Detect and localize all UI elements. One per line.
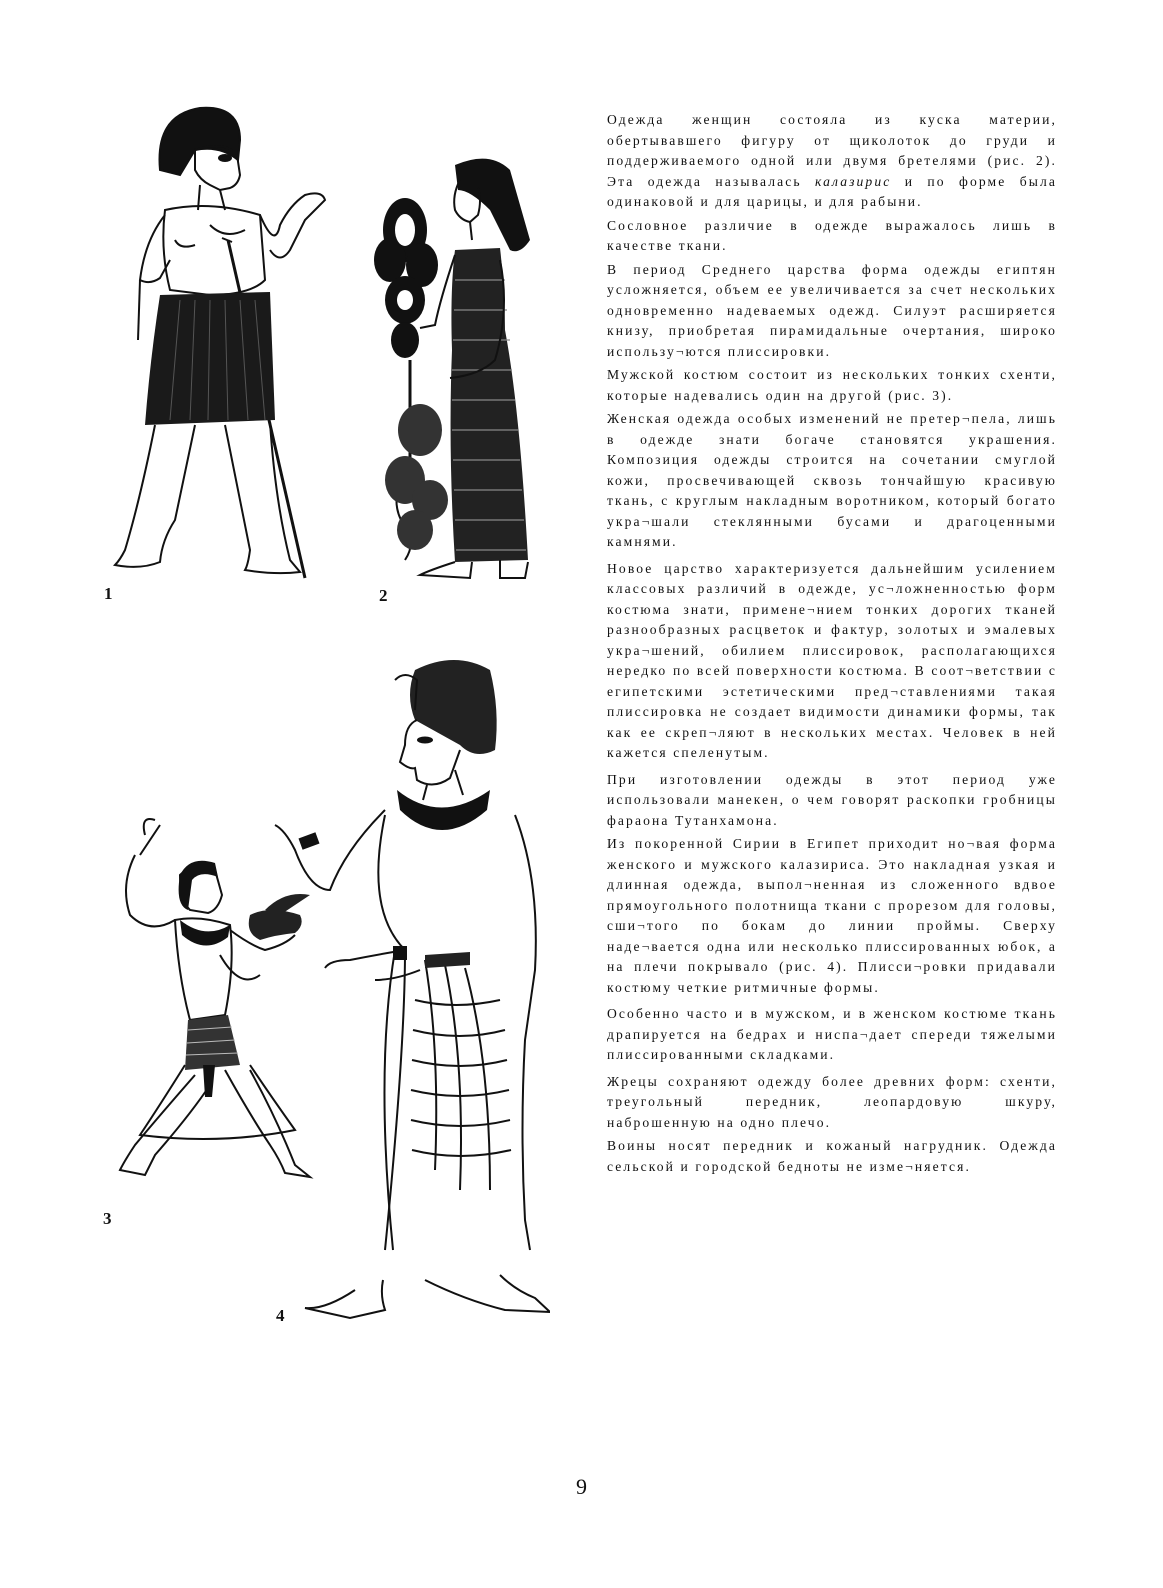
page-number: 9	[576, 1474, 587, 1499]
text-column	[607, 110, 1057, 1180]
paragraph-middle-kingdom: В период Среднего царства форма одежды египтян усложняется, объем ее увеличивается за счет нескольких одновременно надеваемых одежд. Силуэт расширяется книзу, приобретая пирамидальные очертания, широко использу¬ются плиссировки.	[607, 261, 1057, 359]
paragraph-male-costume: Мужской костюм состоит из нескольких тонких схенти, которые надевались один на другой (рис. 3).	[607, 367, 1057, 403]
paragraph-1-text-a: Одежда женщин состояла из куска материи, обертывавшего фигуру от щиколоток до груди и поддерживаемого одной или двумя бретелями (рис. 2). Эта одежда называлась	[607, 112, 1057, 189]
figure-1-man-with-staff	[100, 100, 340, 590]
paragraph-mannequin: При изготовлении одежды в этот период уже использовали манекен, о чем говорят раскопки гробницы фараона Тутанхамона.	[607, 771, 1057, 828]
paragraph-syria: Из покоренной Сирии в Египет приходит но¬вая форма женского и мужского калазириса. Это накладная узкая и длинная одежда, выпол¬ненная из сложенного вдвое прямоугольного полотнища ткани с прорезом для головы, сши¬того по бокам до линии проймы. Сверху наде¬вается одна или несколько плиссированных юбок, а на плечи покрывало (рис. 4). Плисси¬ровки придавали костюму четкие ритмичные формы.	[607, 836, 1057, 995]
figure-4-drawing	[255, 650, 550, 1330]
figure-4-number: 4	[276, 1306, 285, 1325]
term-kalasiris: калазирис	[815, 173, 892, 189]
paragraph-female-costume: Женская одежда особых изменений не претер¬пела, лишь в одежде знати богаче становятся украшения. Композиция одежды строится на сочетании смуглой кожи, просвечивающей сквозь тончайшую красивую ткань, с круглым накладным воротником, который богато укра¬шали стеклянными бусами и драгоценными камнями.	[607, 411, 1057, 549]
figure-2-number: 2	[379, 586, 388, 605]
figure-3-number: 3	[103, 1209, 112, 1228]
paragraph-kalasiris	[607, 110, 1057, 213]
paragraph-draping: Особенно часто и в мужском, и в женском костюме ткань драпируется на бедрах и ниспа¬дает спереди тяжелыми плиссированными складками.	[607, 1006, 1057, 1062]
paragraph-warriors: Воины носят передник и кожаный нагрудник. Одежда сельской и городской бедноты не изме¬няется.	[607, 1138, 1057, 1174]
paragraph-class-difference: Сословное различие в одежде выражалось лишь в качестве ткани.	[607, 217, 1057, 253]
figure-1-drawing	[100, 100, 340, 590]
paragraph-new-kingdom: Новое царство характеризуется дальнейшим усилением классовых различий в одежде, ус¬ложненностью форм костюма знати, примене¬нием тонких дорогих тканей разнообразных расцветок и фактур, золотых и эмалевых укра¬шений, обилием плиссировок, располагающихся нередко по всей поверхности костюма. В соот¬ветствии с египетскими эстетическими пред¬ставлениями такая плиссировка не создает видимости динамики формы, так как ее скреп¬ляют в нескольких местах. Человек в ней кажется спеленутым.	[607, 560, 1057, 760]
figure-1-number: 1	[104, 584, 113, 603]
figure-2-woman-with-lotus	[360, 150, 560, 585]
paragraph-priests: Жрецы сохраняют одежду более древних форм: схенти, треугольный передник, леопардовую шкуру, наброшенную на одно плечо.	[607, 1073, 1057, 1130]
paragraph-1-text-b: и по форме была одинаковой и для царицы, и для рабыни.	[607, 173, 1057, 209]
figure-2-drawing	[360, 150, 560, 585]
figure-4-pharaoh	[255, 650, 550, 1330]
